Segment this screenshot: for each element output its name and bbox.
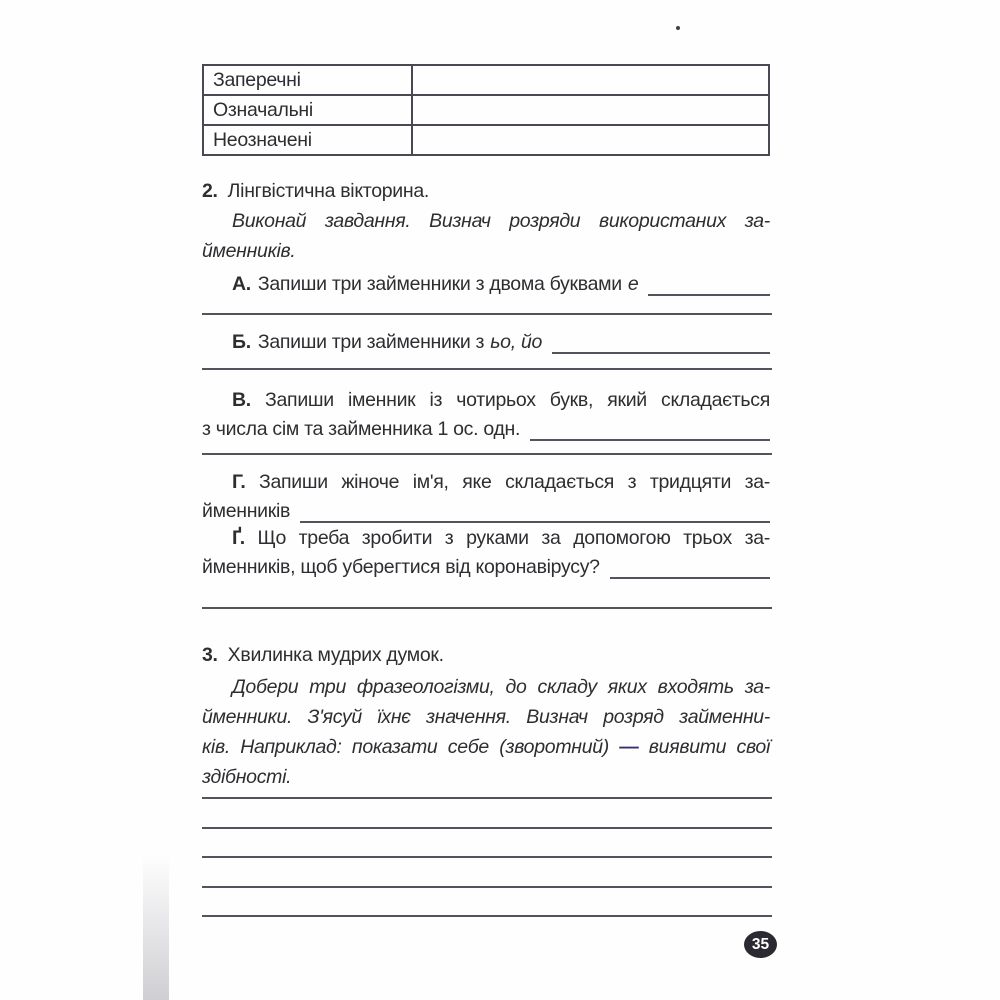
answer-line (202, 368, 772, 370)
answer-blank (648, 270, 770, 296)
pronoun-category-table (202, 64, 770, 156)
item-g-upturn-text2: йменників, щоб уберегтися від коронавірусу? (202, 556, 600, 578)
instruction-line: Виконай завдання. Визнач розряди використаних за- (232, 210, 770, 232)
item-v-text1: Запиши іменник із чотирьох букв, який складається (265, 389, 770, 411)
item-a (202, 270, 770, 299)
item-g-line1 (202, 468, 770, 497)
item-v-text2: з числа сім та займенника 1 ос. одн. (202, 418, 521, 440)
writing-line (202, 827, 772, 829)
item-v-line1 (202, 386, 770, 415)
writing-line (202, 856, 772, 858)
table-row (203, 125, 769, 155)
table-answer-cell (412, 65, 769, 95)
table-row-label: Заперечні (203, 65, 412, 95)
instruction-line: йменники. З'ясуй їхнє значення. Визнач розряд займенни- (202, 706, 770, 728)
table-row (203, 95, 769, 125)
item-g-text1: Запиши жіноче ім'я, яке складається з тридцяти за- (259, 471, 770, 493)
answer-line (202, 313, 772, 315)
item-v (202, 386, 770, 444)
answer-blank (610, 553, 770, 579)
item-b (202, 328, 770, 357)
item-g-upturn (202, 524, 770, 582)
exercise-3-title: Хвилинка мудрих думок. (227, 644, 444, 666)
item-g-text2: йменників (202, 500, 291, 522)
table-row-label: Неозначені (203, 125, 412, 155)
answer-blank (300, 497, 770, 523)
exercise-2-instruction (202, 206, 770, 266)
table-row (203, 65, 769, 95)
instruction-line3-post: виявити свої (638, 736, 771, 758)
answer-line (202, 607, 772, 609)
exercise-2-heading (202, 178, 770, 204)
answer-blank (552, 328, 770, 354)
item-g (202, 468, 770, 526)
table-answer-cell (412, 95, 769, 125)
writing-line (202, 886, 772, 888)
em-dash: — (619, 736, 639, 758)
writing-line (202, 797, 772, 799)
exercise-3-number: 3. (202, 644, 218, 666)
exercise-2-number: 2. (202, 180, 218, 202)
table-answer-cell (412, 125, 769, 155)
instruction-line: здібності. (202, 766, 292, 788)
writing-line (202, 915, 772, 917)
instruction-line: Добери три фразеологізми, до складу яких входять за- (232, 676, 770, 698)
page-number-badge (744, 931, 777, 958)
exercise-3-instruction (202, 672, 770, 792)
item-g-upturn-line1 (202, 524, 770, 553)
exercise-3-heading (202, 642, 770, 668)
item-g-upturn-text1: Що треба зробити з руками за допомогою трьох за- (257, 527, 770, 549)
item-g-upturn-letter: Ґ. (232, 527, 245, 549)
item-a-emphasis: е (627, 273, 639, 295)
item-b-letter: Б. (232, 331, 251, 353)
item-a-letter: А. (232, 273, 251, 295)
answer-line (202, 453, 772, 455)
item-b-text: Запиши три займенники з (257, 331, 485, 353)
page-number: 35 (751, 935, 770, 953)
item-b-emphasis: ьо, йо (490, 331, 543, 353)
instruction-line (202, 732, 770, 762)
item-a-text: Запиши три займенники з двома буквами (257, 273, 622, 295)
scan-gutter-shadow (143, 855, 169, 1000)
exercise-2-title: Лінгвістична вікторина. (227, 180, 430, 202)
scan-speck-artifact (676, 26, 680, 30)
item-v-letter: В. (232, 389, 251, 411)
item-g-letter: Г. (232, 471, 246, 493)
instruction-line: йменників. (202, 240, 296, 262)
answer-blank (530, 415, 770, 441)
instruction-line3-pre: ків. Наприклад: показати себе (зворотний) (202, 736, 620, 758)
table-row-label: Означальні (203, 95, 412, 125)
